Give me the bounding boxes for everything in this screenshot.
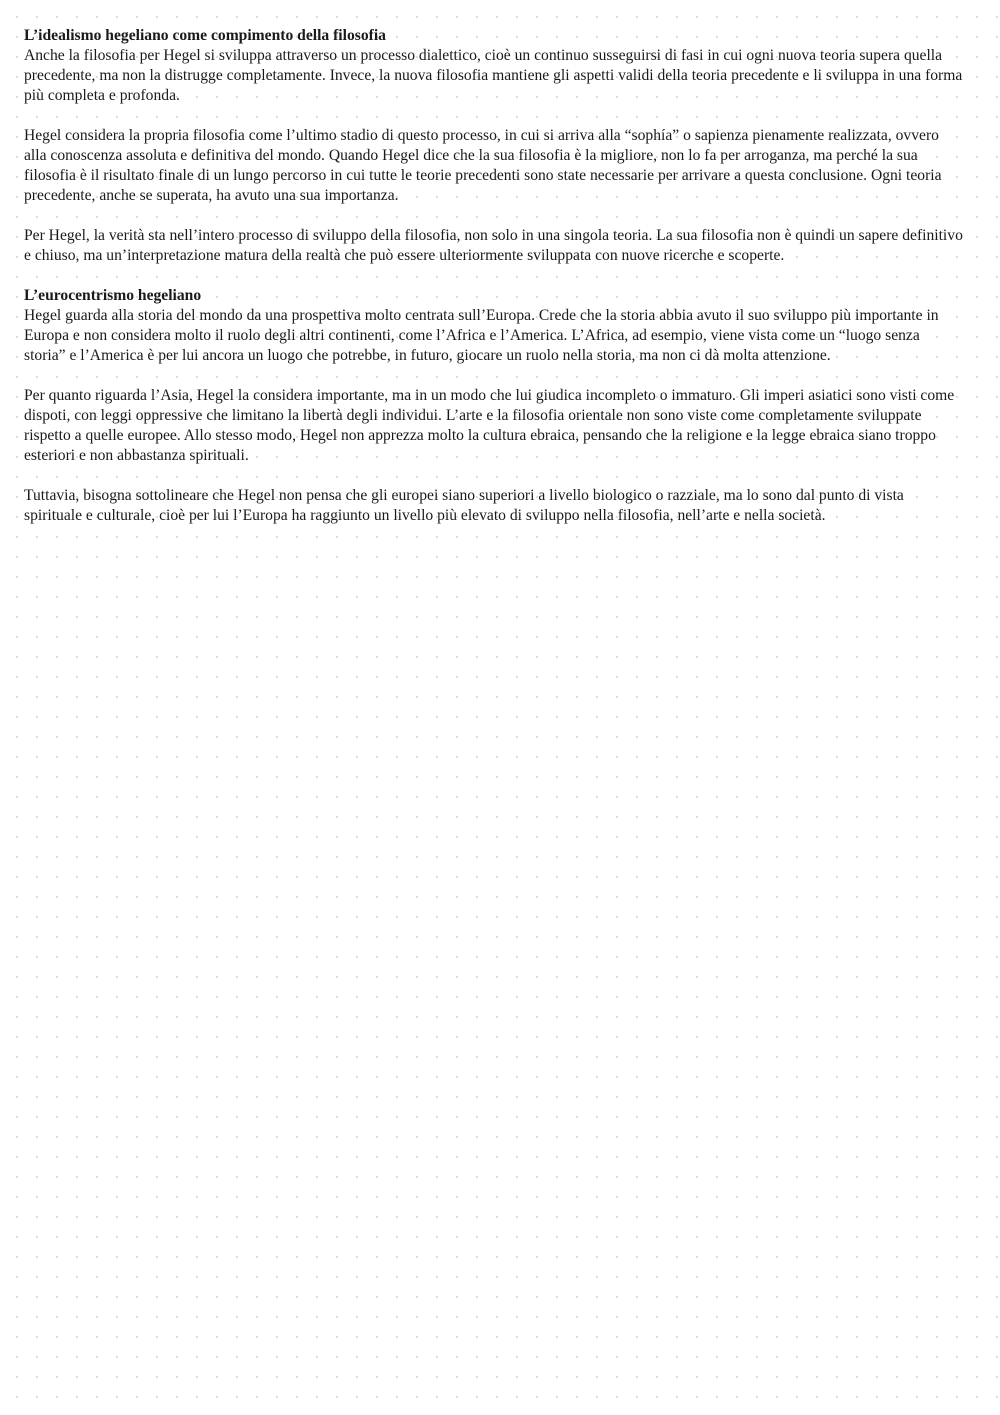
document-page (24, 26, 964, 546)
paragraph: Hegel guarda alla storia del mondo da una prospettiva molto centrata sull’Europa. Crede che la storia abbia avuto il suo sviluppo più importante in Europa e non considera molto il ruolo degli altri continenti, come l’Africa e l’America. L’Africa, ad esempio, viene vista come un “luogo senza storia” e l’America è per lui ancora un luogo che potrebbe, in futuro, giocare un ruolo nella storia, ma non ci dà molta attenzione. (24, 307, 939, 364)
section-heading: L’idealismo hegeliano come compimento della filosofia (24, 27, 386, 44)
section-eurocentrismo (24, 286, 964, 526)
paragraph: Per Hegel, la verità sta nell’intero processo di sviluppo della filosofia, non solo in una singola teoria. La sua filosofia non è quindi un sapere definitivo e chiuso, ma un’interpretazione matura della realtà che può essere ulteriormente sviluppata con nuove ricerche e scoperte. (24, 227, 963, 264)
paragraph: Anche la filosofia per Hegel si sviluppa attraverso un processo dialettico, cioè un continuo susseguirsi di fasi in cui ogni nuova teoria supera quella precedente, ma non la distrugge completamente. Invece, la nuova filosofia mantiene gli aspetti validi della teoria precedente e li sviluppa in una forma più completa e profonda. (24, 47, 963, 104)
paragraph: Hegel considera la propria filosofia come l’ultimo stadio di questo processo, in cui si arriva alla “sophía” o sapienza pienamente realizzata, ovvero alla conoscenza assoluta e definitiva del mondo. Quando Hegel dice che la sua filosofia è la migliore, non lo fa per arroganza, ma perché la sua filosofia è il risultato finale di un lungo percorso in cui tutte le teorie precedenti sono state necessarie per arrivare a questa conclusione. Ogni teoria precedente, anche se superata, ha avuto una sua importanza. (24, 127, 942, 204)
section-heading: L’eurocentrismo hegeliano (24, 287, 202, 304)
section-idealismo (24, 26, 964, 266)
paragraph: Tuttavia, bisogna sottolineare che Hegel non pensa che gli europei siano superiori a livello biologico o razziale, ma lo sono dal punto di vista spirituale e culturale, cioè per lui l’Europa ha raggiunto un livello più elevato di sviluppo nella filosofia, nell’arte e nella società. (24, 487, 904, 524)
paragraph: Per quanto riguarda l’Asia, Hegel la considera importante, ma in un modo che lui giudica incompleto o immaturo. Gli imperi asiatici sono visti come dispoti, con leggi oppressive che limitano la libertà degli individui. L’arte e la filosofia orientale non sono viste come completamente sviluppate rispetto a quelle europee. Allo stesso modo, Hegel non apprezza molto la cultura ebraica, pensando che la religione e la legge ebraica siano troppo esteriori e non abbastanza spirituali. (24, 387, 955, 464)
